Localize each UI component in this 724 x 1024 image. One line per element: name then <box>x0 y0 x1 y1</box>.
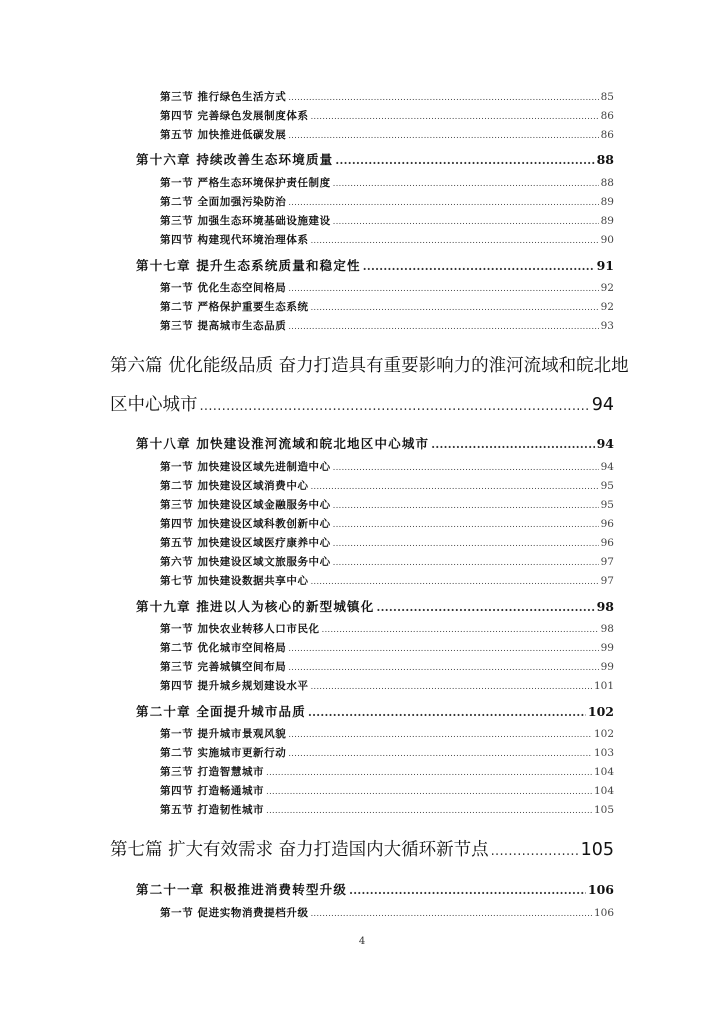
toc-entry-title: 第二节 加快建设区域消费中心 <box>160 480 309 492</box>
toc-entry-title: 第三节 推行绿色生活方式 <box>160 91 287 103</box>
toc-entry-title: 第三节 打造智慧城市 <box>160 766 265 778</box>
toc-section-entry[interactable] <box>160 659 614 674</box>
toc-entry-title: 第一节 加快农业转移人口市民化 <box>160 623 320 635</box>
toc-section-entry[interactable] <box>160 905 614 920</box>
dot-leader <box>288 644 598 653</box>
dot-leader <box>311 112 599 121</box>
toc-entry-title: 第六节 加快建设区域文旅服务中心 <box>160 556 331 568</box>
dot-leader <box>322 625 599 634</box>
toc-entry-page: 104 <box>593 766 614 778</box>
toc-entry-page: 98 <box>596 599 614 614</box>
dot-leader <box>311 482 599 491</box>
toc-entry-title: 第三节 加快建设区域金融服务中心 <box>160 499 331 511</box>
toc-section-entry[interactable] <box>160 764 614 779</box>
dot-leader <box>288 198 598 207</box>
dot-leader <box>288 322 598 331</box>
toc-entry-page: 94 <box>591 395 614 415</box>
toc-section-entry[interactable] <box>160 478 614 493</box>
dot-leader <box>363 260 595 273</box>
toc-entry-page: 90 <box>600 234 614 246</box>
toc-entry-title: 第二节 严格保护重要生态系统 <box>160 301 309 313</box>
toc-entry-page: 99 <box>600 642 614 654</box>
toc-entry-title: 第十七章 提升生态系统质量和稳定性 <box>136 258 361 273</box>
toc-part-entry[interactable] <box>110 836 614 861</box>
toc-section-entry[interactable] <box>160 280 614 295</box>
toc-entry-page: 86 <box>600 110 614 122</box>
dot-leader <box>431 438 594 451</box>
toc-entry-title: 第五节 打造韧性城市 <box>160 804 265 816</box>
toc-entry-title: 第一节 加快建设区域先进制造中心 <box>160 461 331 473</box>
toc-chapter-entry[interactable] <box>136 702 614 720</box>
toc-section-entry[interactable] <box>160 497 614 512</box>
dot-leader <box>288 93 598 102</box>
toc-section-entry[interactable] <box>160 678 614 693</box>
toc-entry-title: 第十九章 推进以人为核心的新型城镇化 <box>136 599 375 614</box>
dot-leader <box>311 682 592 691</box>
dot-leader <box>288 663 598 672</box>
toc-section-entry[interactable] <box>160 726 614 741</box>
toc-entry-title: 第二节 实施城市更新行动 <box>160 747 287 759</box>
toc-entry-page: 99 <box>600 661 614 673</box>
toc-entry-title: 第四节 加快建设区域科教创新中心 <box>160 518 331 530</box>
toc-entry-page: 89 <box>600 196 614 208</box>
toc-section-entry[interactable] <box>160 640 614 655</box>
toc-entry-title: 第二节 全面加强污染防治 <box>160 196 287 208</box>
dot-leader <box>200 399 590 414</box>
toc-entry-page: 106 <box>593 907 614 919</box>
toc-entry-title: 第一节 促进实物消费提档升级 <box>160 907 309 919</box>
toc-entry-title: 第一节 提升城市景观风貌 <box>160 728 287 740</box>
toc-entry-title: 第二节 优化城市空间格局 <box>160 642 287 654</box>
toc-section-entry[interactable] <box>160 127 614 142</box>
toc-entry-title: 区中心城市 <box>110 395 198 415</box>
toc-entry-title: 第五节 加快建设区域医疗康养中心 <box>160 537 331 549</box>
dot-leader <box>266 787 592 796</box>
toc-section-entry[interactable] <box>160 554 614 569</box>
toc-entry-title: 第三节 加强生态环境基础设施建设 <box>160 215 331 227</box>
toc-entry-title: 第三节 完善城镇空间布局 <box>160 661 287 673</box>
dot-leader <box>333 558 599 567</box>
toc-entry-title: 第二十章 全面提升城市品质 <box>136 704 306 719</box>
toc-entry-page: 88 <box>596 152 614 167</box>
toc-entry-page: 86 <box>600 129 614 141</box>
toc-entry-page: 93 <box>600 320 614 332</box>
dot-leader <box>288 749 592 758</box>
toc-entry-page: 97 <box>600 575 614 587</box>
toc-section-entry[interactable] <box>160 516 614 531</box>
toc-entry-title: 第四节 构建现代环境治理体系 <box>160 234 309 246</box>
toc-entry-page: 96 <box>600 518 614 530</box>
toc-entry-page: 106 <box>587 882 614 897</box>
toc-section-entry[interactable] <box>160 573 614 588</box>
toc-part-title-line1[interactable]: 第六篇 优化能级品质 奋力打造具有重要影响力的淮河流域和皖北地 <box>110 356 629 376</box>
toc-chapter-entry[interactable] <box>136 256 614 274</box>
toc-entry-page: 88 <box>600 177 614 189</box>
toc-section-entry[interactable] <box>160 175 614 190</box>
toc-section-entry[interactable] <box>160 745 614 760</box>
toc-section-entry[interactable] <box>160 621 614 636</box>
toc-entry-title: 第十六章 持续改善生态环境质量 <box>136 152 334 167</box>
dot-leader <box>491 844 579 859</box>
dot-leader <box>333 501 599 510</box>
dot-leader <box>288 131 598 140</box>
toc-section-entry[interactable] <box>160 299 614 314</box>
toc-section-entry[interactable] <box>160 802 614 817</box>
toc-section-entry[interactable] <box>160 108 614 123</box>
toc-entry-page: 103 <box>593 747 614 759</box>
toc-entry-title: 第七节 加快建设数据共享中心 <box>160 575 309 587</box>
toc-chapter-entry[interactable] <box>136 150 614 168</box>
toc-entry-page: 92 <box>600 301 614 313</box>
dot-leader <box>333 217 599 226</box>
toc-section-entry[interactable] <box>160 535 614 550</box>
dot-leader <box>333 539 599 548</box>
toc-entry-page: 91 <box>596 258 614 273</box>
dot-leader <box>335 154 594 167</box>
toc-entry-title: 第一节 优化生态空间格局 <box>160 282 287 294</box>
dot-leader <box>266 768 592 777</box>
dot-leader <box>288 284 598 293</box>
toc-entry-title: 第四节 提升城乡规划建设水平 <box>160 680 309 692</box>
toc-section-entry[interactable] <box>160 194 614 209</box>
toc-entry-page: 97 <box>600 556 614 568</box>
toc-chapter-entry[interactable] <box>136 880 614 898</box>
toc-section-entry[interactable] <box>160 459 614 474</box>
toc-entry-page: 96 <box>600 537 614 549</box>
toc-entry-title: 第十八章 加快建设淮河流域和皖北地区中心城市 <box>136 436 430 451</box>
dot-leader <box>333 179 599 188</box>
dot-leader <box>311 577 599 586</box>
dot-leader <box>266 806 592 815</box>
toc-entry-title: 第一节 严格生态环境保护责任制度 <box>160 177 331 189</box>
toc-entry-page: 102 <box>587 704 614 719</box>
toc-chapter-entry[interactable] <box>136 434 614 452</box>
toc-entry-page: 95 <box>600 480 614 492</box>
toc-entry-page: 102 <box>593 728 614 740</box>
toc-entry-title: 第七篇 扩大有效需求 奋力打造国内大循环新节点 <box>110 840 489 860</box>
toc-section-entry[interactable] <box>160 783 614 798</box>
toc-entry-page: 89 <box>600 215 614 227</box>
toc-section-entry[interactable] <box>160 232 614 247</box>
dot-leader <box>333 463 599 472</box>
toc-entry-page: 94 <box>596 436 614 451</box>
toc-part-entry[interactable] <box>110 391 614 416</box>
dot-leader <box>288 730 592 739</box>
toc-section-entry[interactable] <box>160 318 614 333</box>
dot-leader <box>311 236 599 245</box>
toc-entry-title: 第五节 加快推进低碳发展 <box>160 129 287 141</box>
toc-entry-title: 第四节 打造畅通城市 <box>160 785 265 797</box>
page-number: 4 <box>358 936 366 947</box>
dot-leader <box>349 884 586 897</box>
toc-entry-title: 第四节 完善绿色发展制度体系 <box>160 110 309 122</box>
toc-entry-page: 94 <box>600 461 614 473</box>
dot-leader <box>308 706 586 719</box>
toc-entry-page: 85 <box>600 91 614 103</box>
toc-entry-page: 105 <box>593 804 614 816</box>
toc-entry-title: 第三节 提高城市生态品质 <box>160 320 287 332</box>
dot-leader <box>333 520 599 529</box>
dot-leader <box>311 909 592 918</box>
toc-entry-page: 95 <box>600 499 614 511</box>
toc-entry-title: 第二十一章 积极推进消费转型升级 <box>136 882 348 897</box>
toc-entry-page: 105 <box>580 840 614 860</box>
toc-entry-page: 98 <box>600 623 614 635</box>
toc-section-entry[interactable] <box>160 89 614 104</box>
dot-leader <box>311 303 599 312</box>
dot-leader <box>376 601 594 614</box>
toc-chapter-entry[interactable] <box>136 597 614 615</box>
toc-entry-page: 101 <box>593 680 614 692</box>
toc-section-entry[interactable] <box>160 213 614 228</box>
toc-entry-page: 92 <box>600 282 614 294</box>
toc-entry-page: 104 <box>593 785 614 797</box>
